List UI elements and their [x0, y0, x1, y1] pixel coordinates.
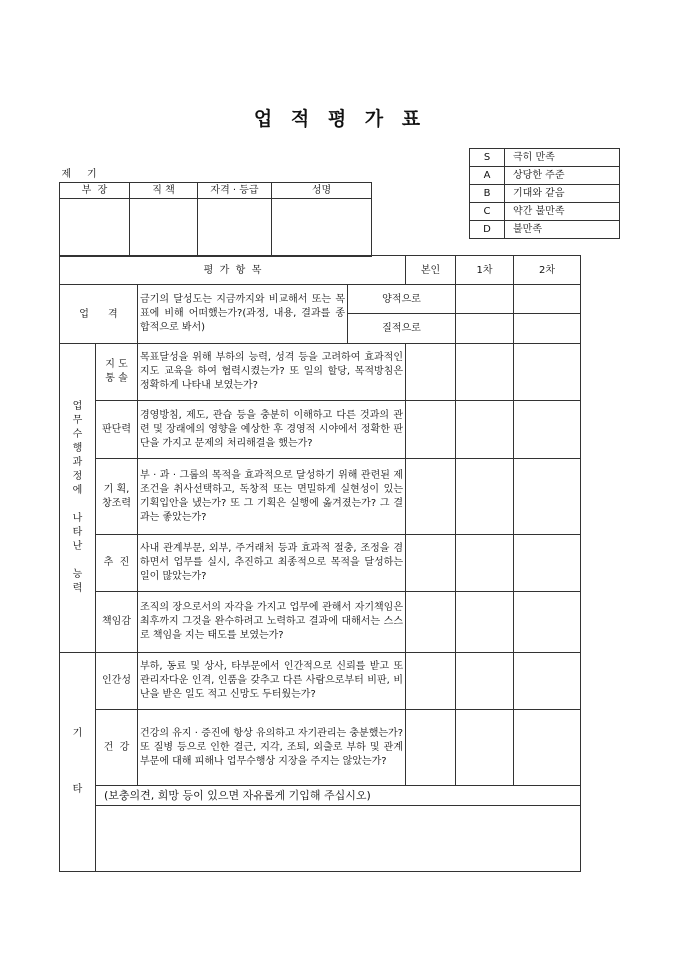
grade-code: D [470, 221, 505, 239]
page-title: 업 적 평 가 표 [253, 108, 427, 130]
ability-question-judgment: 경영방침, 제도, 관습 등을 충분히 이해하고 다른 것과의 관련 및 장래에의 영향을 예상한 후 경영적 시야에서 정확한 판단을 가지고 문제의 처리해결을 했는가? [138, 401, 406, 459]
grade-desc: 약간 불만족 [505, 203, 620, 221]
score-cell[interactable] [406, 344, 456, 401]
ability-group-label: 업 무 수 행 과 정 에 나 타 난 능 력 [60, 344, 96, 653]
ability-label-judgment: 판단력 [96, 401, 138, 459]
achievement-qualitative: 질적으로 [348, 314, 456, 344]
achievement-question: 금기의 달성도는 지금까지와 비교해서 또는 목표에 비해 어떠했는가?(과정, 내용, 결과를 종합적으로 봐서) [138, 285, 348, 344]
grade-code: B [470, 185, 505, 203]
score-cell[interactable] [514, 653, 581, 710]
other-question-health: 건강의 유지 · 증진에 항상 유의하고 자기관리는 충분했는가? 또 질병 등으로 인한 결근, 지각, 조퇴, 외출로 부하 및 관계부문에 대해 피해나 업무수행상 지장을 주지는 않았는가? [138, 710, 406, 786]
ability-label-responsibility: 책임감 [96, 592, 138, 653]
comment-area[interactable] [96, 806, 581, 872]
achievement-label: 업 격 [60, 285, 138, 344]
score-cell[interactable] [406, 710, 456, 786]
grade-row [470, 149, 620, 167]
submission-caption: 제 기 [61, 169, 97, 180]
grade-code: S [470, 149, 505, 167]
score-cell[interactable] [514, 314, 581, 344]
score-cell[interactable] [456, 401, 514, 459]
score-cell[interactable] [456, 459, 514, 535]
approval-table [59, 167, 372, 257]
score-cell[interactable] [456, 344, 514, 401]
score-cell[interactable] [514, 344, 581, 401]
score-cell[interactable] [514, 535, 581, 592]
other-label-character: 인간성 [96, 653, 138, 710]
grade-row [470, 185, 620, 203]
ability-label-leadership: 지 도 통 솔 [96, 344, 138, 401]
grade-row [470, 167, 620, 185]
achievement-quantitative: 양적으로 [348, 285, 456, 314]
other-label-health: 건 강 [96, 710, 138, 786]
grade-code: C [470, 203, 505, 221]
grade-desc: 극히 만족 [505, 149, 620, 167]
header-first: 1차 [456, 256, 514, 285]
score-cell[interactable] [514, 592, 581, 653]
score-cell[interactable] [456, 535, 514, 592]
score-cell[interactable] [456, 314, 514, 344]
ability-question-leadership: 목표달성을 위해 부하의 능력, 성격 등을 고려하여 효과적인지도 교육을 하여 협력시켰는가? 또 일의 할당, 목적방침은 정확하게 나타내 보였는가? [138, 344, 406, 401]
score-cell[interactable] [406, 535, 456, 592]
other-group-label: 기 타 [60, 653, 96, 872]
grade-desc: 상당한 주준 [505, 167, 620, 185]
header-department-head: 부 장 [60, 183, 130, 199]
score-cell[interactable] [456, 592, 514, 653]
score-cell[interactable] [456, 285, 514, 314]
other-question-character: 부하, 동료 및 상사, 타부문에서 인간적으로 신뢰를 받고 또 관리자다운 인격, 인품을 갖추고 다른 사람으로부터 비판, 비난을 받은 일도 적고 신망도 두터웠는가? [138, 653, 406, 710]
score-cell[interactable] [456, 710, 514, 786]
grade-legend [469, 148, 620, 239]
grade-row [470, 221, 620, 239]
ability-label-execution: 추 진 [96, 535, 138, 592]
header-name: 성명 [272, 183, 372, 199]
score-cell[interactable] [514, 401, 581, 459]
grade-row [470, 203, 620, 221]
score-cell[interactable] [456, 653, 514, 710]
sign-name[interactable] [272, 199, 372, 257]
evaluation-table [59, 255, 581, 872]
ability-label-planning: 기 획, 창조력 [96, 459, 138, 535]
header-self: 본인 [406, 256, 456, 285]
score-cell[interactable] [406, 401, 456, 459]
header-second: 2차 [514, 256, 581, 285]
grade-desc: 기대와 같음 [505, 185, 620, 203]
sign-department-head[interactable] [60, 199, 130, 257]
sign-qualification[interactable] [198, 199, 272, 257]
ability-question-execution: 사내 관계부문, 외부, 주거래처 등과 효과적 절충, 조정을 겸하면서 업무를 실시, 추진하고 최종적으로 목적을 달성하는 일이 많았는가? [138, 535, 406, 592]
grade-desc: 불만족 [505, 221, 620, 239]
score-cell[interactable] [406, 592, 456, 653]
header-qualification: 자격 · 등급 [198, 183, 272, 199]
sign-position[interactable] [130, 199, 198, 257]
score-cell[interactable] [514, 710, 581, 786]
score-cell[interactable] [514, 285, 581, 314]
ability-question-responsibility: 조직의 장으로서의 자각을 가지고 업무에 관해서 자기책임은 최후까지 그것을 완수하려고 노력하고 결과에 대해서는 스스로 책임을 지는 태도를 보였는가? [138, 592, 406, 653]
score-cell[interactable] [514, 459, 581, 535]
header-items: 평 가 항 목 [60, 256, 406, 285]
ability-question-planning: 부 · 과 · 그룹의 목적을 효과적으로 달성하기 위해 관련된 제조건을 취사선택하고, 독창적 또는 면밀하게 실현성이 있는 기획입안을 냈는가? 또 그 기획은 실행에 옮겨졌는가? 그 결과는 좋았는가? [138, 459, 406, 535]
score-cell[interactable] [406, 653, 456, 710]
score-cell[interactable] [406, 459, 456, 535]
grade-code: A [470, 167, 505, 185]
comment-prompt: (보충의견, 희망 등이 있으면 자유롭게 기입해 주십시오) [96, 786, 581, 806]
header-position: 직 책 [130, 183, 198, 199]
